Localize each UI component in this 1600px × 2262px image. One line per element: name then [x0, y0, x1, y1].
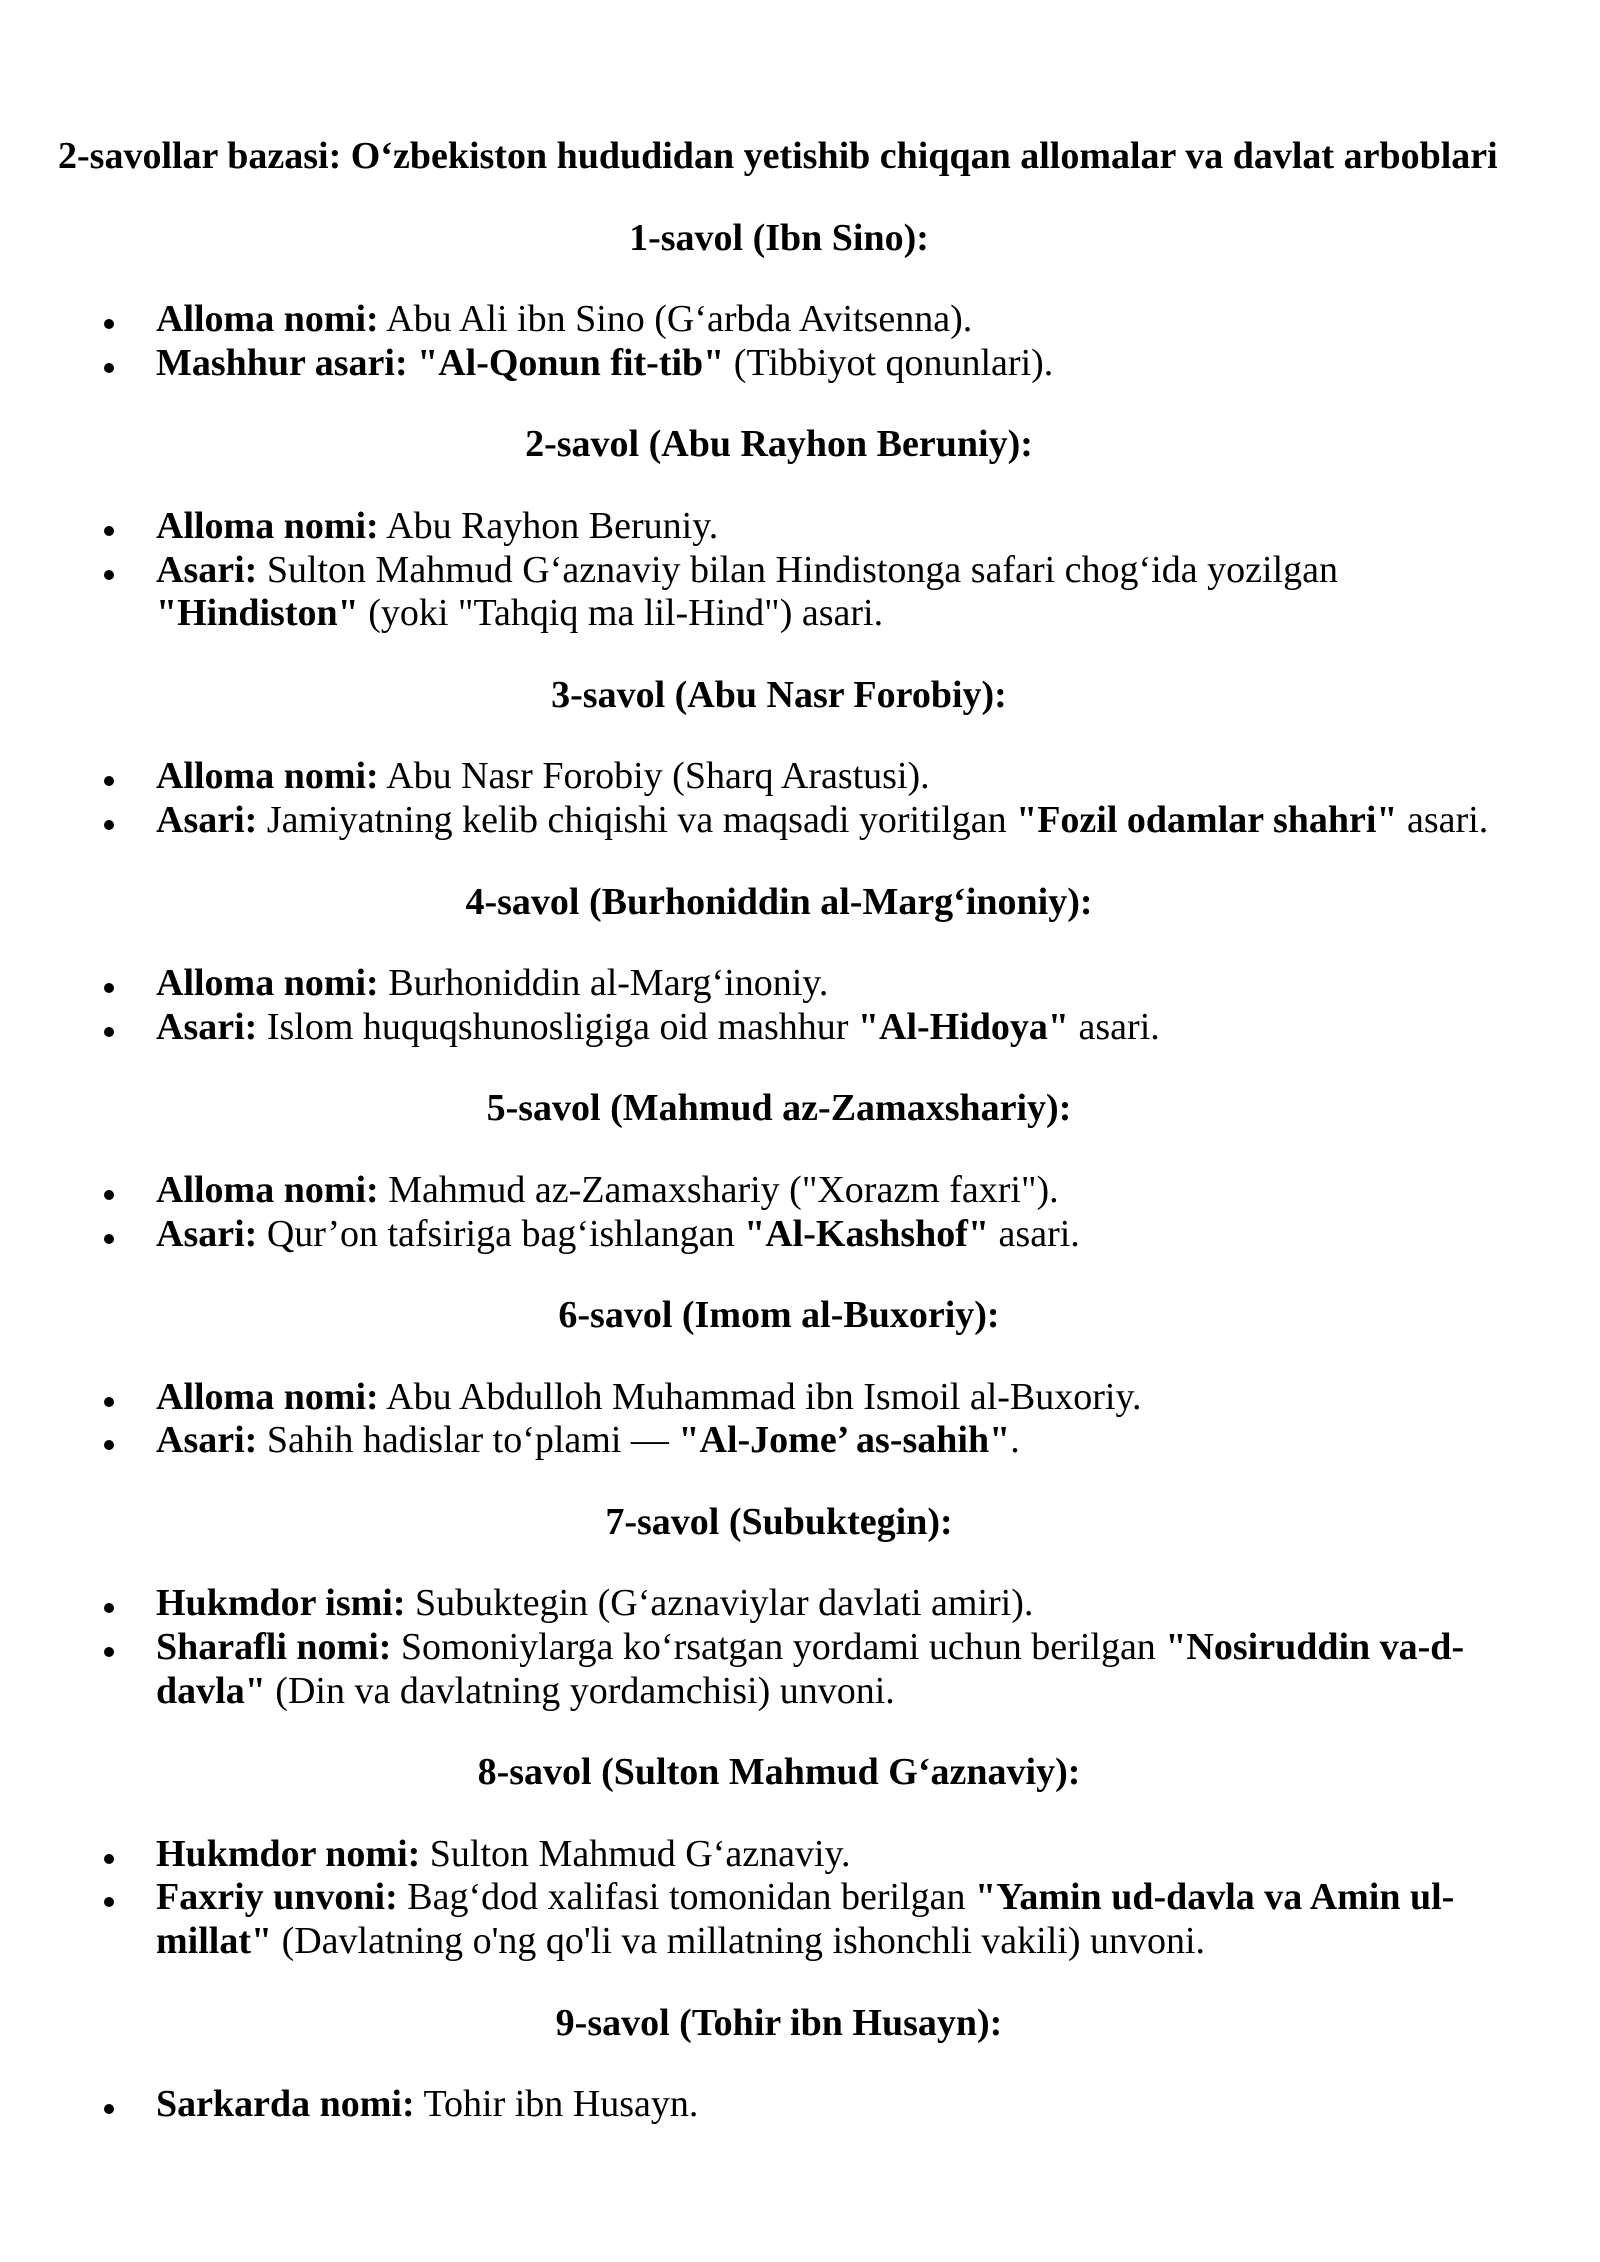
- work-title: "Al-Kashshof": [744, 1212, 990, 1255]
- work-title: "Nosiruddin va-d-davla": [156, 1626, 1465, 1712]
- work-title: "Hindiston": [156, 592, 359, 635]
- work-title: "Al-Jome’ as-sahih": [678, 1419, 1011, 1462]
- item-label: Alloma nomi:: [156, 1375, 379, 1418]
- answer-list: [58, 962, 1500, 1049]
- item-label: Alloma nomi:: [156, 962, 379, 1005]
- bullet-icon: [104, 319, 114, 329]
- list-item: [58, 1876, 1500, 1963]
- item-text: Tohir ibn Husayn.: [423, 2083, 699, 2126]
- item-tail: asari.: [1078, 1005, 1160, 1048]
- item-tail: (Davlatning o'ng qo'li va millatning ishonchli vakili) unvoni.: [281, 1920, 1206, 1963]
- list-item: [58, 1626, 1500, 1713]
- item-label: Asari:: [156, 1212, 258, 1255]
- item-label: Sarkarda nomi:: [156, 2083, 415, 2126]
- question-heading: 9-savol (Tohir ibn Husayn):: [555, 2001, 1003, 2044]
- bullet-icon: [104, 526, 114, 536]
- bullet-icon: [104, 570, 114, 580]
- answer-list: [58, 1169, 1500, 1256]
- answer-list: [58, 1833, 1500, 1964]
- bullet-icon: [104, 1397, 114, 1407]
- item-label: Alloma nomi:: [156, 1168, 379, 1211]
- bullet-icon: [104, 1854, 114, 1864]
- item-label: Alloma nomi:: [156, 298, 379, 341]
- item-label: Asari:: [156, 1005, 258, 1048]
- item-text: Abu Ali ibn Sino (G‘arbda Avitsenna).: [386, 298, 973, 341]
- question-heading: 4-savol (Burhoniddin al-Marg‘inoniy):: [465, 880, 1093, 923]
- item-tail: (Tibbiyot qonunlari).: [733, 341, 1054, 384]
- item-tail: asari.: [1407, 798, 1489, 841]
- question-heading: 8-savol (Sulton Mahmud G‘aznaviy):: [477, 1751, 1081, 1794]
- list-item: [58, 1169, 1500, 1213]
- work-title: "Al-Hidoya": [857, 1005, 1070, 1048]
- item-text: Abu Nasr Forobiy (Sharq Arastusi).: [386, 755, 930, 798]
- item-text: Sahih hadislar to‘plami —: [266, 1419, 669, 1462]
- work-title: "Al-Qonun fit-tib": [417, 341, 725, 384]
- list-item: [58, 1213, 1500, 1257]
- item-label: Asari:: [156, 548, 258, 591]
- item-label: Asari:: [156, 1419, 258, 1462]
- bullet-icon: [104, 1440, 114, 1450]
- item-tail: (Din va davlatning yordamchisi) unvoni.: [275, 1669, 895, 1712]
- question-heading: 5-savol (Mahmud az-Zamaxshariy):: [486, 1087, 1072, 1130]
- list-item: [58, 549, 1500, 636]
- item-tail: asari.: [998, 1212, 1080, 1255]
- item-label: Faxriy unvoni:: [156, 1876, 398, 1919]
- item-tail: .: [1010, 1419, 1020, 1462]
- bullet-icon: [104, 983, 114, 993]
- answer-list: [58, 755, 1500, 842]
- work-title: "Yamin ud-davla va Amin ul-millat": [156, 1876, 1455, 1963]
- list-item: [58, 1833, 1500, 1877]
- answer-list: [58, 2083, 1500, 2127]
- answer-list: [58, 298, 1500, 385]
- list-item: [58, 1006, 1500, 1050]
- item-label: Hukmdor ismi:: [156, 1582, 406, 1625]
- item-tail: (yoki "Tahqiq ma lil-Hind") asari.: [368, 592, 884, 635]
- item-text: Jamiyatning kelib chiqishi va maqsadi yoritilgan: [266, 798, 1007, 841]
- item-text: Somoniylarga ko‘rsatgan yordami uchun berilgan: [400, 1626, 1156, 1669]
- bullet-icon: [104, 363, 114, 373]
- question-heading: 1-savol (Ibn Sino):: [629, 216, 929, 259]
- list-item: [58, 1419, 1500, 1463]
- list-item: [58, 342, 1500, 386]
- list-item: [58, 2083, 1500, 2127]
- item-text: Sulton Mahmud G‘aznaviy bilan Hindistonga safari chog‘ida yozilgan: [266, 548, 1338, 591]
- bullet-icon: [104, 1647, 114, 1657]
- item-text: Sulton Mahmud G‘aznaviy.: [429, 1832, 851, 1875]
- list-item: [58, 1376, 1500, 1420]
- question-heading: 2-savol (Abu Rayhon Beruniy):: [525, 423, 1033, 466]
- bullet-icon: [104, 1603, 114, 1613]
- item-label: Alloma nomi:: [156, 504, 379, 547]
- list-item: [58, 505, 1500, 549]
- bullet-icon: [104, 1897, 114, 1907]
- item-label: Alloma nomi:: [156, 755, 379, 798]
- item-text: Abu Abdulloh Muhammad ibn Ismoil al-Buxoriy.: [386, 1375, 1142, 1418]
- list-item: [58, 298, 1500, 342]
- question-heading: 3-savol (Abu Nasr Forobiy):: [551, 673, 1007, 716]
- document-content: [58, 135, 1500, 2165]
- bullet-icon: [104, 776, 114, 786]
- answer-list: [58, 505, 1500, 636]
- bullet-icon: [104, 1234, 114, 1244]
- item-text: Burhoniddin al-Marg‘inoniy.: [388, 962, 829, 1005]
- list-item: [58, 799, 1500, 843]
- item-label: Sharafli nomi:: [156, 1626, 392, 1669]
- bullet-icon: [104, 1190, 114, 1200]
- document-title: 2-savollar bazasi: O‘zbekiston hududidan yetishib chiqqan allomalar va davlat arboblari: [58, 135, 1498, 177]
- item-text: Islom huquqshunosligiga oid mashhur: [266, 1005, 849, 1048]
- list-item: [58, 962, 1500, 1006]
- item-text: Subuktegin (G‘aznaviylar davlati amiri).: [415, 1582, 1034, 1625]
- work-title: "Fozil odamlar shahri": [1016, 798, 1398, 841]
- answer-list: [58, 1582, 1500, 1713]
- bullet-icon: [104, 820, 114, 830]
- item-text: Mahmud az-Zamaxshariy ("Xorazm faxri").: [388, 1168, 1059, 1211]
- item-label: Hukmdor nomi:: [156, 1832, 421, 1875]
- item-label: Mashhur asari:: [156, 341, 408, 384]
- answer-list: [58, 1376, 1500, 1463]
- bullet-icon: [104, 2104, 114, 2114]
- list-item: [58, 1582, 1500, 1626]
- bullet-icon: [104, 1027, 114, 1037]
- question-heading: 7-savol (Subuktegin):: [605, 1500, 953, 1543]
- item-text: Bag‘dod xalifasi tomonidan berilgan: [407, 1876, 966, 1919]
- item-text: Qur’on tafsiriga bag‘ishlangan: [266, 1212, 735, 1255]
- item-text: Abu Rayhon Beruniy.: [386, 504, 719, 547]
- list-item: [58, 755, 1500, 799]
- item-label: Asari:: [156, 798, 258, 841]
- question-heading: 6-savol (Imom al-Buxoriy):: [558, 1294, 1000, 1337]
